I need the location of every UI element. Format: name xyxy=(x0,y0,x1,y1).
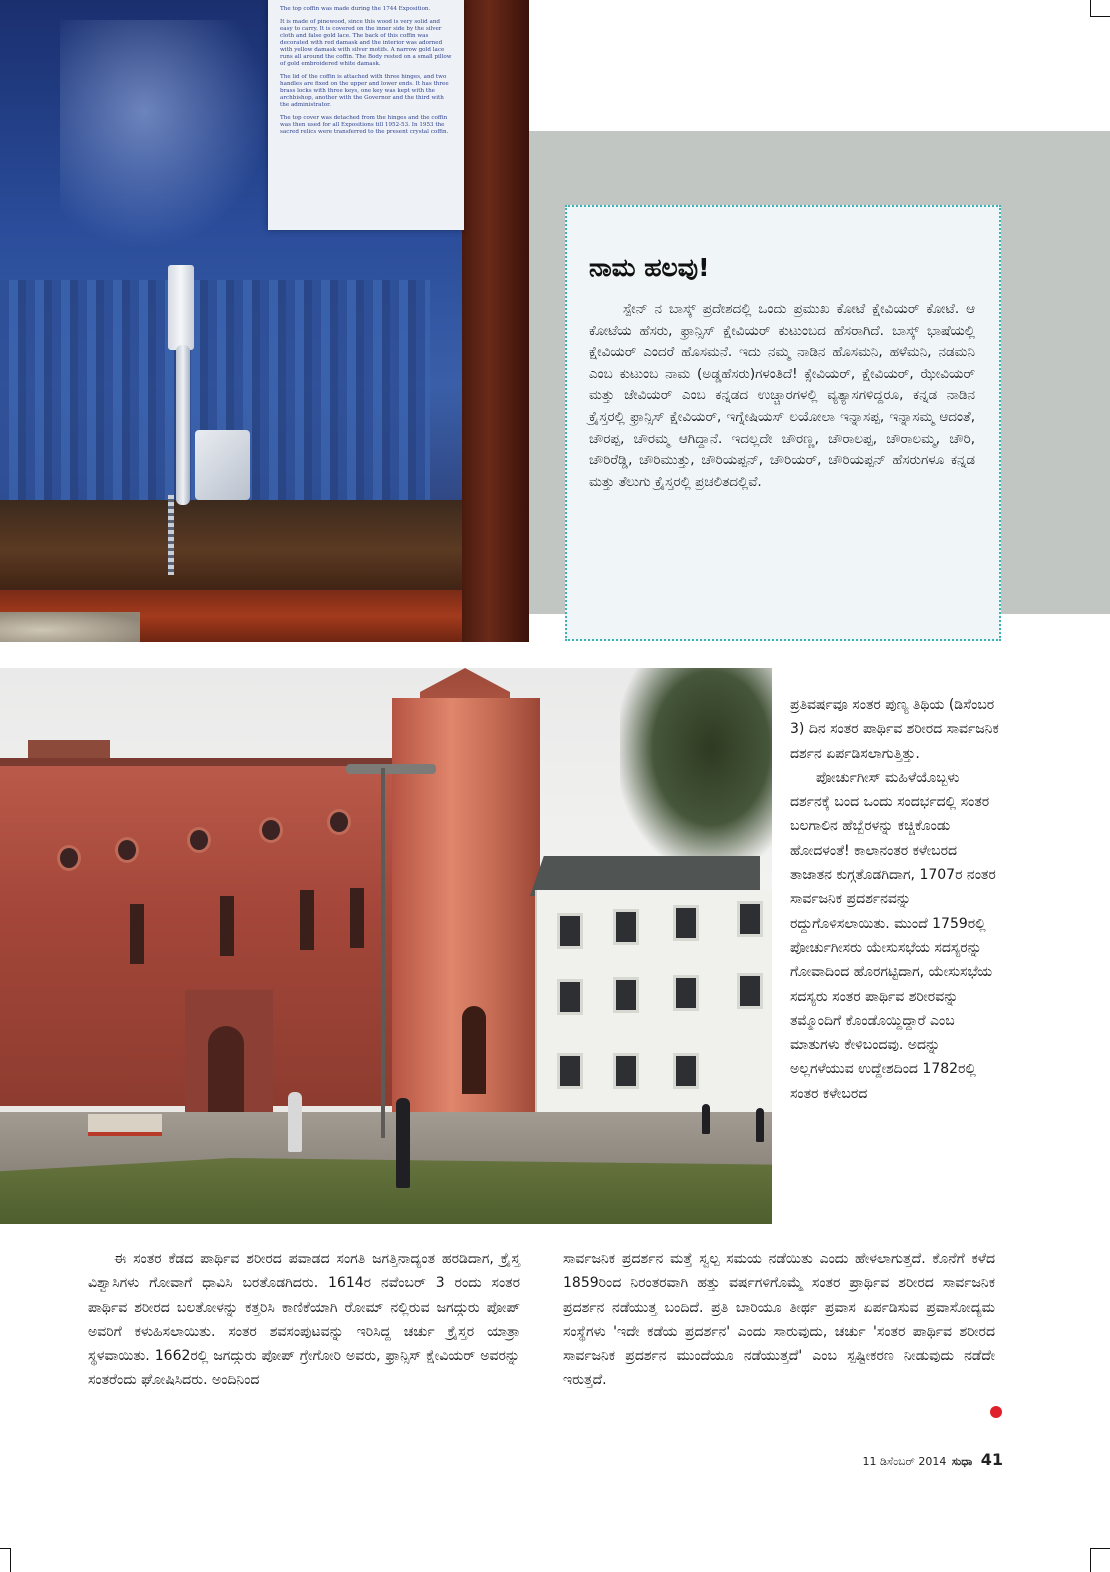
paragraph: ಪ್ರತಿವರ್ಷವೂ ಸಂತರ ಪುಣ್ಯ ತಿಥಿಯ (ಡಿಸೆಂಬರ 3) ದಿನ ಸಂತರ ಪಾರ್ಥಿವ ಶರೀರದ ಸಾರ್ವಜನಿಕ ದರ್ಶನ ಏರ್ಪಡಿಸಲಾಗುತ್ತಿತ್ತು. xyxy=(790,697,999,762)
round-window xyxy=(60,848,78,868)
magazine-name: ಸುಧಾ xyxy=(951,1455,973,1468)
floor xyxy=(0,612,140,642)
building-window xyxy=(560,916,580,946)
main-door xyxy=(462,1006,486,1094)
tall-window xyxy=(300,890,314,950)
placard-line: It is made of pinewood, since this wood is very solid and easy to carry. It is covered on the inner side by the silver cloth and false gold lace. The back of this coffin was decorated with red damask and the interior was adorned with yellow damask with silver motifs. A narrow gold lace runs all around the coffin. The Body rested on a small pillow of gold embroidered white damask. xyxy=(280,19,452,67)
round-window xyxy=(118,840,136,860)
visitor xyxy=(288,1092,302,1152)
placard-line: The lid of the coffin is attached with three hinges, and two handles are fixed on the upper and lower ends. It has three brass locks with three keys, one key was kept with the archbishop, another with the Governor and the third with the administrator. xyxy=(280,74,449,108)
article-bottom-right: ಸಾರ್ವಜನಿಕ ಪ್ರದರ್ಶನ ಮತ್ತೆ ಸ್ವಲ್ಪ ಸಮಯ ನಡೆಯಿತು ಎಂದು ಹೇಳಲಾಗುತ್ತದೆ. ಕೊನೆಗೆ ಕಳೆದ 1859ರಿಂದ ನಿರಂತರವಾಗಿ ಹತ್ತು ವರ್ಷಗಳಿಗೊಮ್ಮೆ ಸಂತರ ಪ್ರಾರ್ಥಿವ ಶರೀರದ ಸಾರ್ವಜನಿಕ ಪ್ರದರ್ಶನ ನಡೆಯುತ್ತ ಬಂದಿದೆ. ಪ್ರತಿ ಬಾರಿಯೂ ತೀರ್ಥ ಪ್ರವಾಸ ಏರ್ಪಡಿಸುವ ಪ್ರವಾಸೋದ್ಯಮ ಸಂಸ್ಥೆಗಳು 'ಇದೇ ಕಡೆಯ ಪ್ರದರ್ಶನ' ಎಂದು ಸಾರುವುದು, ಚರ್ಚು 'ಸಂತರ ಪಾರ್ಥಿವ ಶರೀರದ ಸಾರ್ವಜನಿಕ ಪ್ರದರ್ಶನ ಮುಂದೆಯೂ ನಡೆಯುತ್ತದೆ' ಎಂಬ ಸ್ಪಷ್ಟೀಕರಣ ನೀಡುವುದು ನಡೆದೇ ಇರುತ್ತದೆ. xyxy=(563,1251,995,1389)
building-window xyxy=(740,904,760,934)
crop-mark-bottom-left xyxy=(0,1548,11,1572)
building-window xyxy=(616,1056,636,1086)
sidebar-box xyxy=(565,205,1001,641)
church-photo xyxy=(0,668,772,1224)
chain xyxy=(168,495,174,575)
building-window xyxy=(676,908,696,938)
glass-reflection xyxy=(60,20,270,250)
case-frame xyxy=(462,0,529,642)
placard-line: The top cover was detached from the hinges and the coffin was then used for all Expositions till 1952-53. In 1953 the sacred relics were transferred to the present crystal coffin. xyxy=(280,115,449,135)
info-placard xyxy=(268,0,464,230)
tall-window xyxy=(220,896,234,956)
round-window xyxy=(190,830,208,850)
visitor xyxy=(396,1098,410,1188)
porch-arch xyxy=(208,1026,244,1112)
tree xyxy=(620,668,772,868)
sidebar-body: ಸ್ಪೇನ್ ನ ಬಾಸ್ಕ್ ಪ್ರದೇಶದಲ್ಲಿ ಒಂದು ಪ್ರಮುಖ ಕೋಟೆ ಕ್ಷೇವಿಯರ್ ಕೋಟೆ. ಆ ಕೋಟೆಯ ಹೆಸರು, ಫ್ರಾನ್ಸಿಸ್ ಕ್ಷೇವಿಯರ್ ಕುಟುಂಬದ ಹೆಸರಾಗಿದೆ. ಬಾಸ್ಕ್ ಭಾಷೆಯಲ್ಲಿ ಕ್ಷೇವಿಯರ್ ಎಂದರೆ ಹೊಸಮನೆ. ಇದು ನಮ್ಮ ನಾಡಿನ ಹೊಸಮನಿ, ಹಳೆಮನಿ, ನಡಮನಿ ಎಂಬ ಕುಟುಂಬ ನಾಮ (ಅಡ್ಡಹೆಸರು)ಗಳಂತಿದೆ! ಕ್ಸೇವಿಯರ್, ಕ್ಷೇವಿಯರ್, ಝೇವಿಯರ್ ಮತ್ತು ಜೇವಿಯರ್ ಎಂಬ ಕನ್ನಡದ ಉಚ್ಚಾರಗಳಲ್ಲಿ ವ್ಯತ್ಯಾಸಗಳಿದ್ದರೂ, ಕನ್ನಡ ನಾಡಿನ ಕ್ರೈಸ್ತರಲ್ಲಿ ಫ್ರಾನ್ಸಿಸ್ ಕ್ಷೇವಿಯರ್, ಇಗ್ನೇಷಿಯಸ್ ಲಯೋಲಾ ಇನ್ನಾಸಪ್ಪ, ಇನ್ನಾಸಮ್ಮ ಆದಂತೆ, ಚೌರಪ್ಪ, ಚೌರಮ್ಮ ಆಗಿದ್ದಾನೆ. ಇದಲ್ಲದೇ ಚೌರಣ್ಣ, ಚೌರಾಲಪ್ಪ, ಚೌರಾಲಮ್ಮ, ಚೌರಿ, ಚೌರಿರೆಡ್ಡಿ, ಚೌರಿಮುತ್ತು, ಚೌರಿಯಪ್ಪನ್, ಚೌರಿಯರ್, ಚೌರಿಯಪ್ಪನ್ ಹೆಸರುಗಳೂ ಕನ್ನಡ ಮತ್ತು ತೆಲುಗು ಕ್ರೈಸ್ತರಲ್ಲಿ ಪ್ರಚಲಿತದಲ್ಲಿವೆ. xyxy=(589,301,975,490)
building-window xyxy=(676,1056,696,1086)
plaque xyxy=(88,1114,162,1136)
tall-window xyxy=(350,888,364,948)
building-window xyxy=(676,978,696,1008)
building-window xyxy=(740,976,760,1006)
page-folio xyxy=(853,1450,1003,1472)
article-right-column xyxy=(790,693,1002,1106)
building-window xyxy=(560,1056,580,1086)
round-window xyxy=(330,812,348,832)
placard-line: The top coffin was made during the 1744 Exposition. xyxy=(280,6,431,12)
visitor xyxy=(756,1108,764,1142)
street-lamp-pole xyxy=(381,768,385,1138)
tall-window xyxy=(130,904,144,964)
coffin-photo xyxy=(0,0,529,642)
building-window xyxy=(616,980,636,1010)
crop-mark-top-right xyxy=(1090,0,1110,17)
hinge-plate xyxy=(168,265,194,350)
crop-mark-bottom-right xyxy=(1090,1548,1110,1572)
page-number: 41 xyxy=(980,1450,1003,1469)
visitor xyxy=(702,1104,710,1134)
case-base xyxy=(0,500,462,600)
brass-lock xyxy=(195,430,250,500)
street-lamp-head xyxy=(346,764,436,774)
end-mark-icon xyxy=(990,1406,1002,1418)
paragraph: ಪೋರ್ಚುಗೀಸ್ ಮಹಿಳೆಯೊಬ್ಬಳು ದರ್ಶನಕ್ಕೆ ಬಂದ ಒಂದು ಸಂದರ್ಭದಲ್ಲಿ ಸಂತರ ಬಲಗಾಲಿನ ಹೆಬ್ಬೆರಳನ್ನು ಕಚ್ಚಿಕೊಂಡು ಹೋದಳಂತೆ! ಕಾಲಾನಂತರ ಕಳೇಬರದ ತಾಜಾತನ ಕುಗ್ಗತೊಡಗಿದಾಗ, 1707ರ ನಂತರ ಸಾರ್ವಜನಿಕ ಪ್ರದರ್ಶನವನ್ನು ರದ್ದುಗೊಳಿಸಲಾಯಿತು. ಮುಂದೆ 1759ರಲ್ಲಿ ಪೋರ್ಚುಗೀಸರು ಯೇಸುಸಭೆಯ ಸದಸ್ಯರನ್ನು ಗೋವಾದಿಂದ ಹೊರಗಟ್ಟಿದಾಗ, ಯೇಸುಸಭೆಯ ಸದಸ್ಯರು ಸಂತರ ಪಾರ್ಥಿವ ಶರೀರವನ್ನು ತಮ್ಮೊಂದಿಗೆ ಕೊಂಡೊಯ್ದಿದ್ದಾರೆ ಎಂಬ ಮಾತುಗಳು ಕೇಳಿಬಂದವು. ಅದನ್ನು ಅಲ್ಲಗಳೆಯುವ ಉದ್ದೇಶದಿಂದ 1782ರಲ್ಲಿ ಸಂತರ ಕಳೇಬರದ xyxy=(790,769,996,1102)
building-window xyxy=(560,982,580,1012)
building-window xyxy=(616,912,636,942)
lawn xyxy=(0,1158,772,1224)
issue-date: 11 ಡಿಸೆಂಬರ್ 2014 xyxy=(862,1455,947,1468)
sidebar-title: ನಾಮ ಹಲವು! xyxy=(589,253,710,282)
handle-stem xyxy=(176,345,190,505)
article-bottom-left: ಈ ಸಂತರ ಕೆಡದ ಪಾರ್ಥಿವ ಶರೀರದ ಪವಾಡದ ಸಂಗತಿ ಜಗತ್ತಿನಾದ್ಯಂತ ಹರಡಿದಾಗ, ಕ್ರೈಸ್ತ ವಿಶ್ವಾಸಿಗಳು ಗೋವಾಗೆ ಧಾವಿಸಿ ಬರತೊಡಗಿದರು. 1614ರ ನವೆಂಬರ್ 3 ರಂದು ಸಂತರ ಪಾರ್ಥಿವ ಶರೀರದ ಬಲತೋಳನ್ನು ಕತ್ತರಿಸಿ ಕಾಣಿಕೆಯಾಗಿ ರೋಮ್ ನಲ್ಲಿರುವ ಜಗದ್ಗುರು ಪೋಪ್ ಅವರಿಗೆ ಕಳುಹಿಸಲಾಯಿತು. ಸಂತರ ಶವಸಂಪುಟವನ್ನು ಇರಿಸಿದ್ದ ಚರ್ಚು ಕ್ರೈಸ್ತರ ಯಾತ್ರಾ ಸ್ಥಳವಾಯಿತು. 1662ರಲ್ಲಿ ಜಗದ್ಗುರು ಪೋಪ್ ಗ್ರೇಗೋರಿ ಅವರು, ಫ್ರಾನ್ಸಿಸ್ ಕ್ಷೇವಿಯರ್ ಅವರನ್ನು ಸಂತರೆಂದು ಘೋಷಿಸಿದರು. ಅಂದಿನಿಂದ xyxy=(88,1251,520,1389)
round-window xyxy=(262,820,280,840)
